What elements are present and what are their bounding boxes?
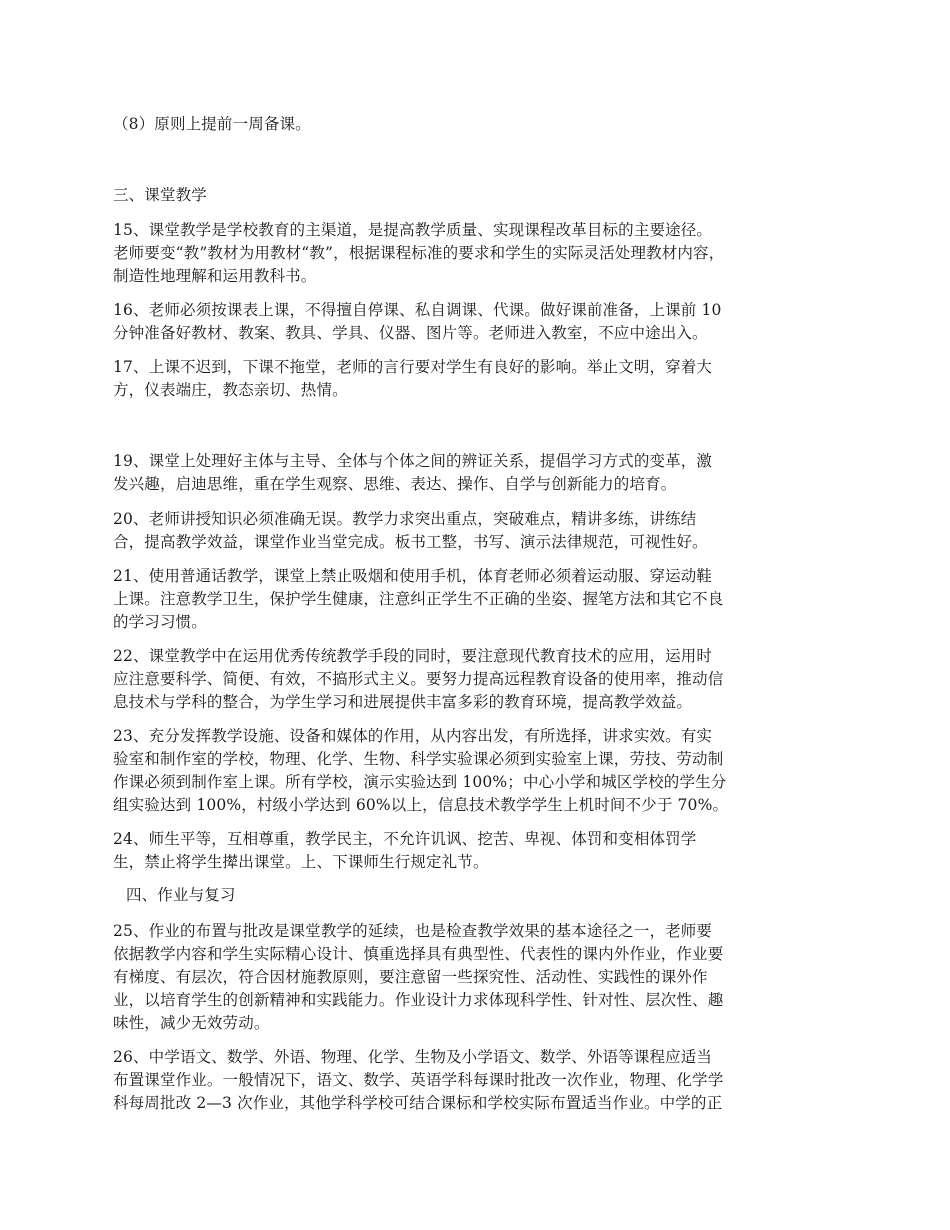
text-line: 应注意要科学、简便、有效，不搞形式主义。要努力提高远程教育设备的使用率，推动信 <box>113 670 724 688</box>
text-line: 方，仪表端庄，教态亲切、热情。 <box>113 381 348 399</box>
text-line: 15、课堂教学是学校教育的主渠道，是提高教学质量、实现课程改革目标的主要途径。 <box>113 221 713 239</box>
text-line: 24、师生平等，互相尊重，教学民主，不允许讥讽、挖苦、卑视、体罚和变相体罚学 <box>113 830 697 848</box>
text-line: 23、充分发挥教学设施、设备和媒体的作用，从内容出发，有所选择，讲求实效。有实 <box>113 727 713 745</box>
text-line: 的学习习惯。 <box>113 613 207 631</box>
text-line: 17、上课不迟到，下课不拖堂，老师的言行要对学生有良好的影响。举止文明，穿着大 <box>113 358 713 376</box>
text-line: 老师要变“教”教材为用教材“教”，根据课程标准的要求和学生的实际灵活处理教材内容， <box>113 244 725 262</box>
text-line: 业，以培育学生的创新精神和实践能力。作业设计力求体现科学性、针对性、层次性、趣 <box>113 991 724 1009</box>
text-line: 有梯度、有层次，符合因材施教原则，要注意留一些探究性、活动性、实践性的课外作 <box>113 968 708 986</box>
section-heading: 四、作业与复习 <box>126 886 236 904</box>
text-line: 16、老师必须按课表上课，不得擅自停课、私自调课、代课。做好课前准备，上课前 10 <box>113 301 722 319</box>
text-line: 生，禁止将学生撵出课堂。上、下课师生行规定礼节。 <box>113 853 489 871</box>
text-line: 布置课堂作业。一般情况下，语文、数学、英语学科每课时批改一次作业，物理、化学学 <box>113 1071 724 1089</box>
text-line: 作课必须到制作室上课。所有学校，演示实验达到 100%；中心小学和城区学校的学生分 <box>113 773 727 791</box>
section-heading: 三、课堂教学 <box>113 186 207 204</box>
text-line: 19、课堂上处理好主体与主导、全体与个体之间的辨证关系，提倡学习方式的变革，激 <box>113 452 713 470</box>
text-line: 发兴趣，启迪思维，重在学生观察、思维、表达、操作、自学与创新能力的培育。 <box>113 475 677 493</box>
text-line: 息技术与学科的整合，为学生学习和进展提供丰富多彩的教育环境，提高教学效益。 <box>113 693 693 711</box>
text-line: 制造性地理解和运用教科书。 <box>113 267 317 285</box>
text-line: 组实验达到 100%，村级小学达到 60%以上，信息技术教学学生上机时间不少于 70%。 <box>113 796 729 814</box>
text-line: 上课。注意教学卫生，保护学生健康，注意纠正学生不正确的坐姿、握笔方法和其它不良 <box>113 590 724 608</box>
text-line: 22、课堂教学中在运用优秀传统教学手段的同时，要注意现代教育技术的应用，运用时 <box>113 647 713 665</box>
text-line: 20、老师讲授知识必须准确无误。教学力求突出重点，突破难点，精讲多练，讲练结 <box>113 510 697 528</box>
text-line: 分钟准备好教材、教案、教具、学具、仪器、图片等。老师进入教室，不应中途出入。 <box>113 324 708 342</box>
text-line: 味性，减少无效劳动。 <box>113 1014 270 1032</box>
text-line: 验室和制作室的学校，物理、化学、生物、科学实验课必须到实验室上课，劳技、劳动制 <box>113 750 724 768</box>
text-line: 依据教学内容和学生实际精心设计、慎重选择具有典型性、代表性的课内外作业，作业要 <box>113 945 724 963</box>
text-line: 25、作业的布置与批改是课堂教学的延续，也是检查教学效果的基本途径之一，老师要 <box>113 922 713 940</box>
text-line: 26、中学语文、数学、外语、物理、化学、生物及小学语文、数学、外语等课程应适当 <box>113 1048 713 1066</box>
text-line: （8）原则上提前一周备课。 <box>113 115 311 133</box>
text-line: 科每周批改 2—3 次作业，其他学科学校可结合课标和学校实际布置适当作业。中学的正 <box>113 1094 723 1112</box>
text-line: 合，提高教学效益，课堂作业当堂完成。板书工整，书写、演示法律规范，可视性好。 <box>113 533 708 551</box>
text-line: 21、使用普通话教学，课堂上禁止吸烟和使用手机，体育老师必须着运动服、穿运动鞋 <box>113 567 713 585</box>
